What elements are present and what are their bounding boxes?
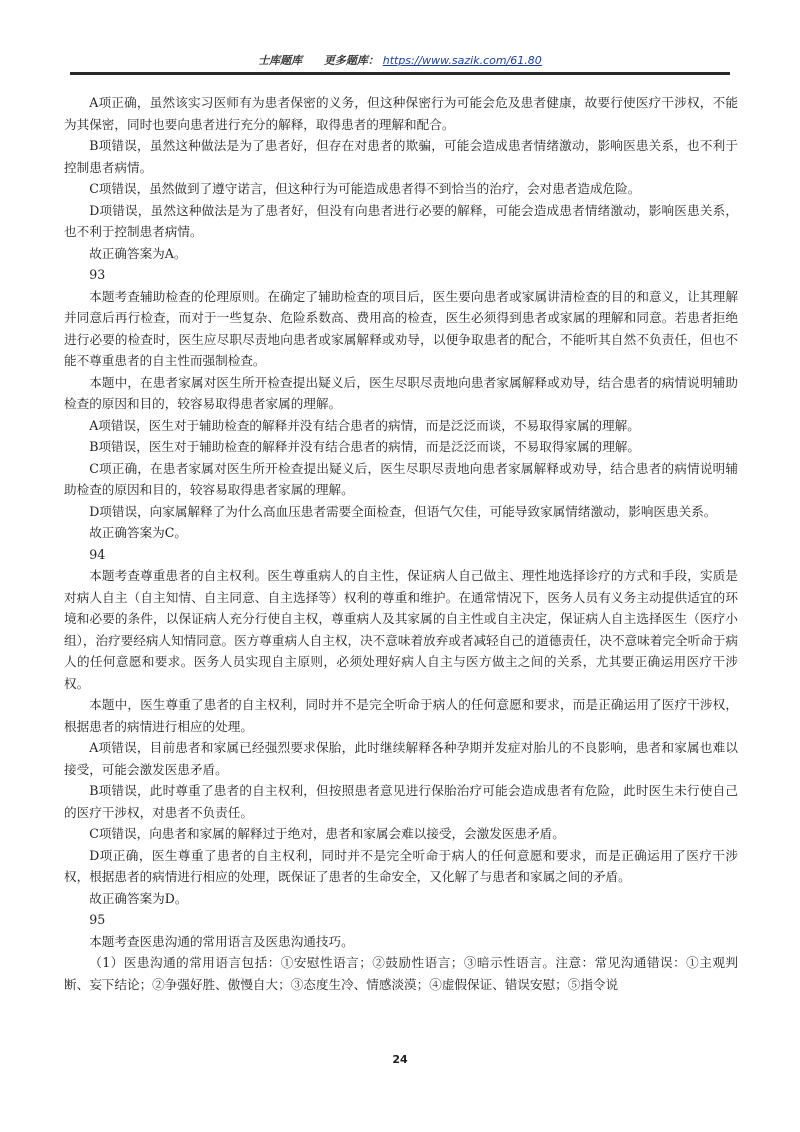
question-number: 95	[89, 912, 106, 927]
paragraph: 本题考查医患沟通的常用语言及医患沟通技巧。	[89, 933, 354, 949]
paragraph: C项错误，虽然做到了遵守诺言，但这种行为可能造成患者得不到恰当的治疗，会对患者造成危险。	[89, 181, 641, 196]
paragraph: 本题中，医生尊重了患者的自主权利，同时并不是完全听命于病人的任何意愿和要求，而是正确运用了医疗干涉权，根据患者的病情进行相应的处理。	[64, 697, 738, 734]
answer-line: 故正确答案为C。	[89, 525, 187, 540]
page-number: 24	[392, 1053, 408, 1066]
paragraph: 本题考查尊重患者的自主权利。医生尊重病人的自主性，保证病人自己做主、理性地选择诊疗的方式和手段，实质是对病人自主（自主知情、自主同意、自主选择等）权利的尊重和维护。在通常情况下，医务人员有义务主动提供适宜的环境和必要的条件，以保证病人充分行使自主权，尊重病人及其家属的自主性或自主决定，保证病人自主选择医生（医疗小组），治疗要经病人知情同意。医方尊重病人自主权，决不意味着放弃或者减轻自己的道德责任，决不意味着完全听命于病人的任何意愿和要求。医务人员实现自主原则，必须处理好病人自主与医方做主之间的关系，尤其要正确运用医疗干涉权。	[64, 568, 738, 691]
paragraph: B项错误，此时尊重了患者的自主权利，但按照患者意见进行保胎治疗可能会造成患者有危险，此时医生未行使自己的医疗干涉权，对患者不负责任。	[64, 783, 738, 820]
document-body	[64, 92, 738, 995]
header-link[interactable]: https://www.sazik.com/61.80	[382, 54, 542, 67]
paragraph: B项错误，医生对于辅助检查的解释并没有结合患者的病情，而是泛泛而谈，不易取得家属的理解。	[89, 439, 640, 454]
paragraph: D项正确，医生尊重了患者的自主权利，同时并不是完全听命于病人的任何意愿和要求，而是正确运用了医疗干涉权，根据患者的病情进行相应的处理，既保证了患者的生命安全，又化解了与患者和家属之间的矛盾。	[64, 847, 738, 884]
paragraph: A项错误，医生对于辅助检查的解释并没有结合患者的病情，而是泛泛而谈，不易取得家属的理解。	[89, 417, 640, 433]
header-rule	[70, 72, 730, 75]
paragraph: C项错误，向患者和家属的解释过于绝对，患者和家属会难以接受，会激发医患矛盾。	[89, 826, 565, 841]
paragraph: C项正确，在患者家属对医生所开检查提出疑义后，医生尽职尽责地向患者家属解释或劝导，结合患者的病情说明辅助检查的原因和目的，较容易取得患者家属的理解。	[64, 460, 738, 497]
paragraph: 本题考查辅助检查的伦理原则。在确定了辅助检查的项目后，医生要向患者或家属讲清检查的目的和意义，让其理解并同意后再行检查，而对于一些复杂、危险系数高、费用高的检查，医生必须得到患者或家属的理解和同意。若患者拒绝进行必要的检查时，医生应尽职尽责地向患者或家属解释或劝导，以便争取患者的配合，不能听其自然不负责任，但也不能不尊重患者的自主性而强制检查。	[64, 288, 738, 368]
paragraph: D项错误，虽然这种做法是为了患者好，但没有向患者进行必要的解释，可能会造成患者情绪激动，影响医患关系，也不利于控制患者病情。	[64, 202, 738, 239]
paragraph: A项错误，目前患者和家属已经强烈要求保胎，此时继续解释各种孕期并发症对胎儿的不良影响，患者和家属也难以接受，可能会激发医患矛盾。	[64, 740, 738, 777]
paragraph: B项错误，虽然这种做法是为了患者好，但存在对患者的欺骗，可能会造成患者情绪激动，影响医患关系，也不利于控制患者病情。	[64, 138, 738, 175]
paragraph: D项错误，向家属解释了为什么高血压患者需要全面检查，但语气欠佳，可能导致家属情绪激动，影响医患关系。	[89, 503, 717, 519]
paragraph: 本题中，在患者家属对医生所开检查提出疑义后，医生尽职尽责地向患者家属解释或劝导，结合患者的病情说明辅助检查的原因和目的，较容易取得患者家属的理解。	[64, 374, 738, 411]
paragraph: （1）医患沟通的常用语言包括：①安慰性语言；②鼓励性语言；③暗示性语言。注意：常见沟通错误：①主观判断、妄下结论；②争强好胜、傲慢自大；③态度生冷、情感淡漠；④虚假保证、错误安慰；⑤指令说	[64, 955, 738, 992]
paragraph: A项正确，虽然该实习医师有为患者保密的义务，但这种保密行为可能会危及患者健康，故要行使医疗干涉权，不能为其保密，同时也要向患者进行充分的解释，取得患者的理解和配合。	[64, 95, 738, 132]
question-number: 94	[89, 546, 106, 562]
header-more-label: 更多题库：	[323, 54, 379, 67]
answer-line: 故正确答案为D。	[89, 890, 188, 906]
page-header	[0, 52, 800, 68]
header-source-label: 士库题库	[258, 54, 303, 67]
answer-line: 故正确答案为A。	[89, 245, 187, 261]
question-number: 93	[89, 267, 106, 282]
